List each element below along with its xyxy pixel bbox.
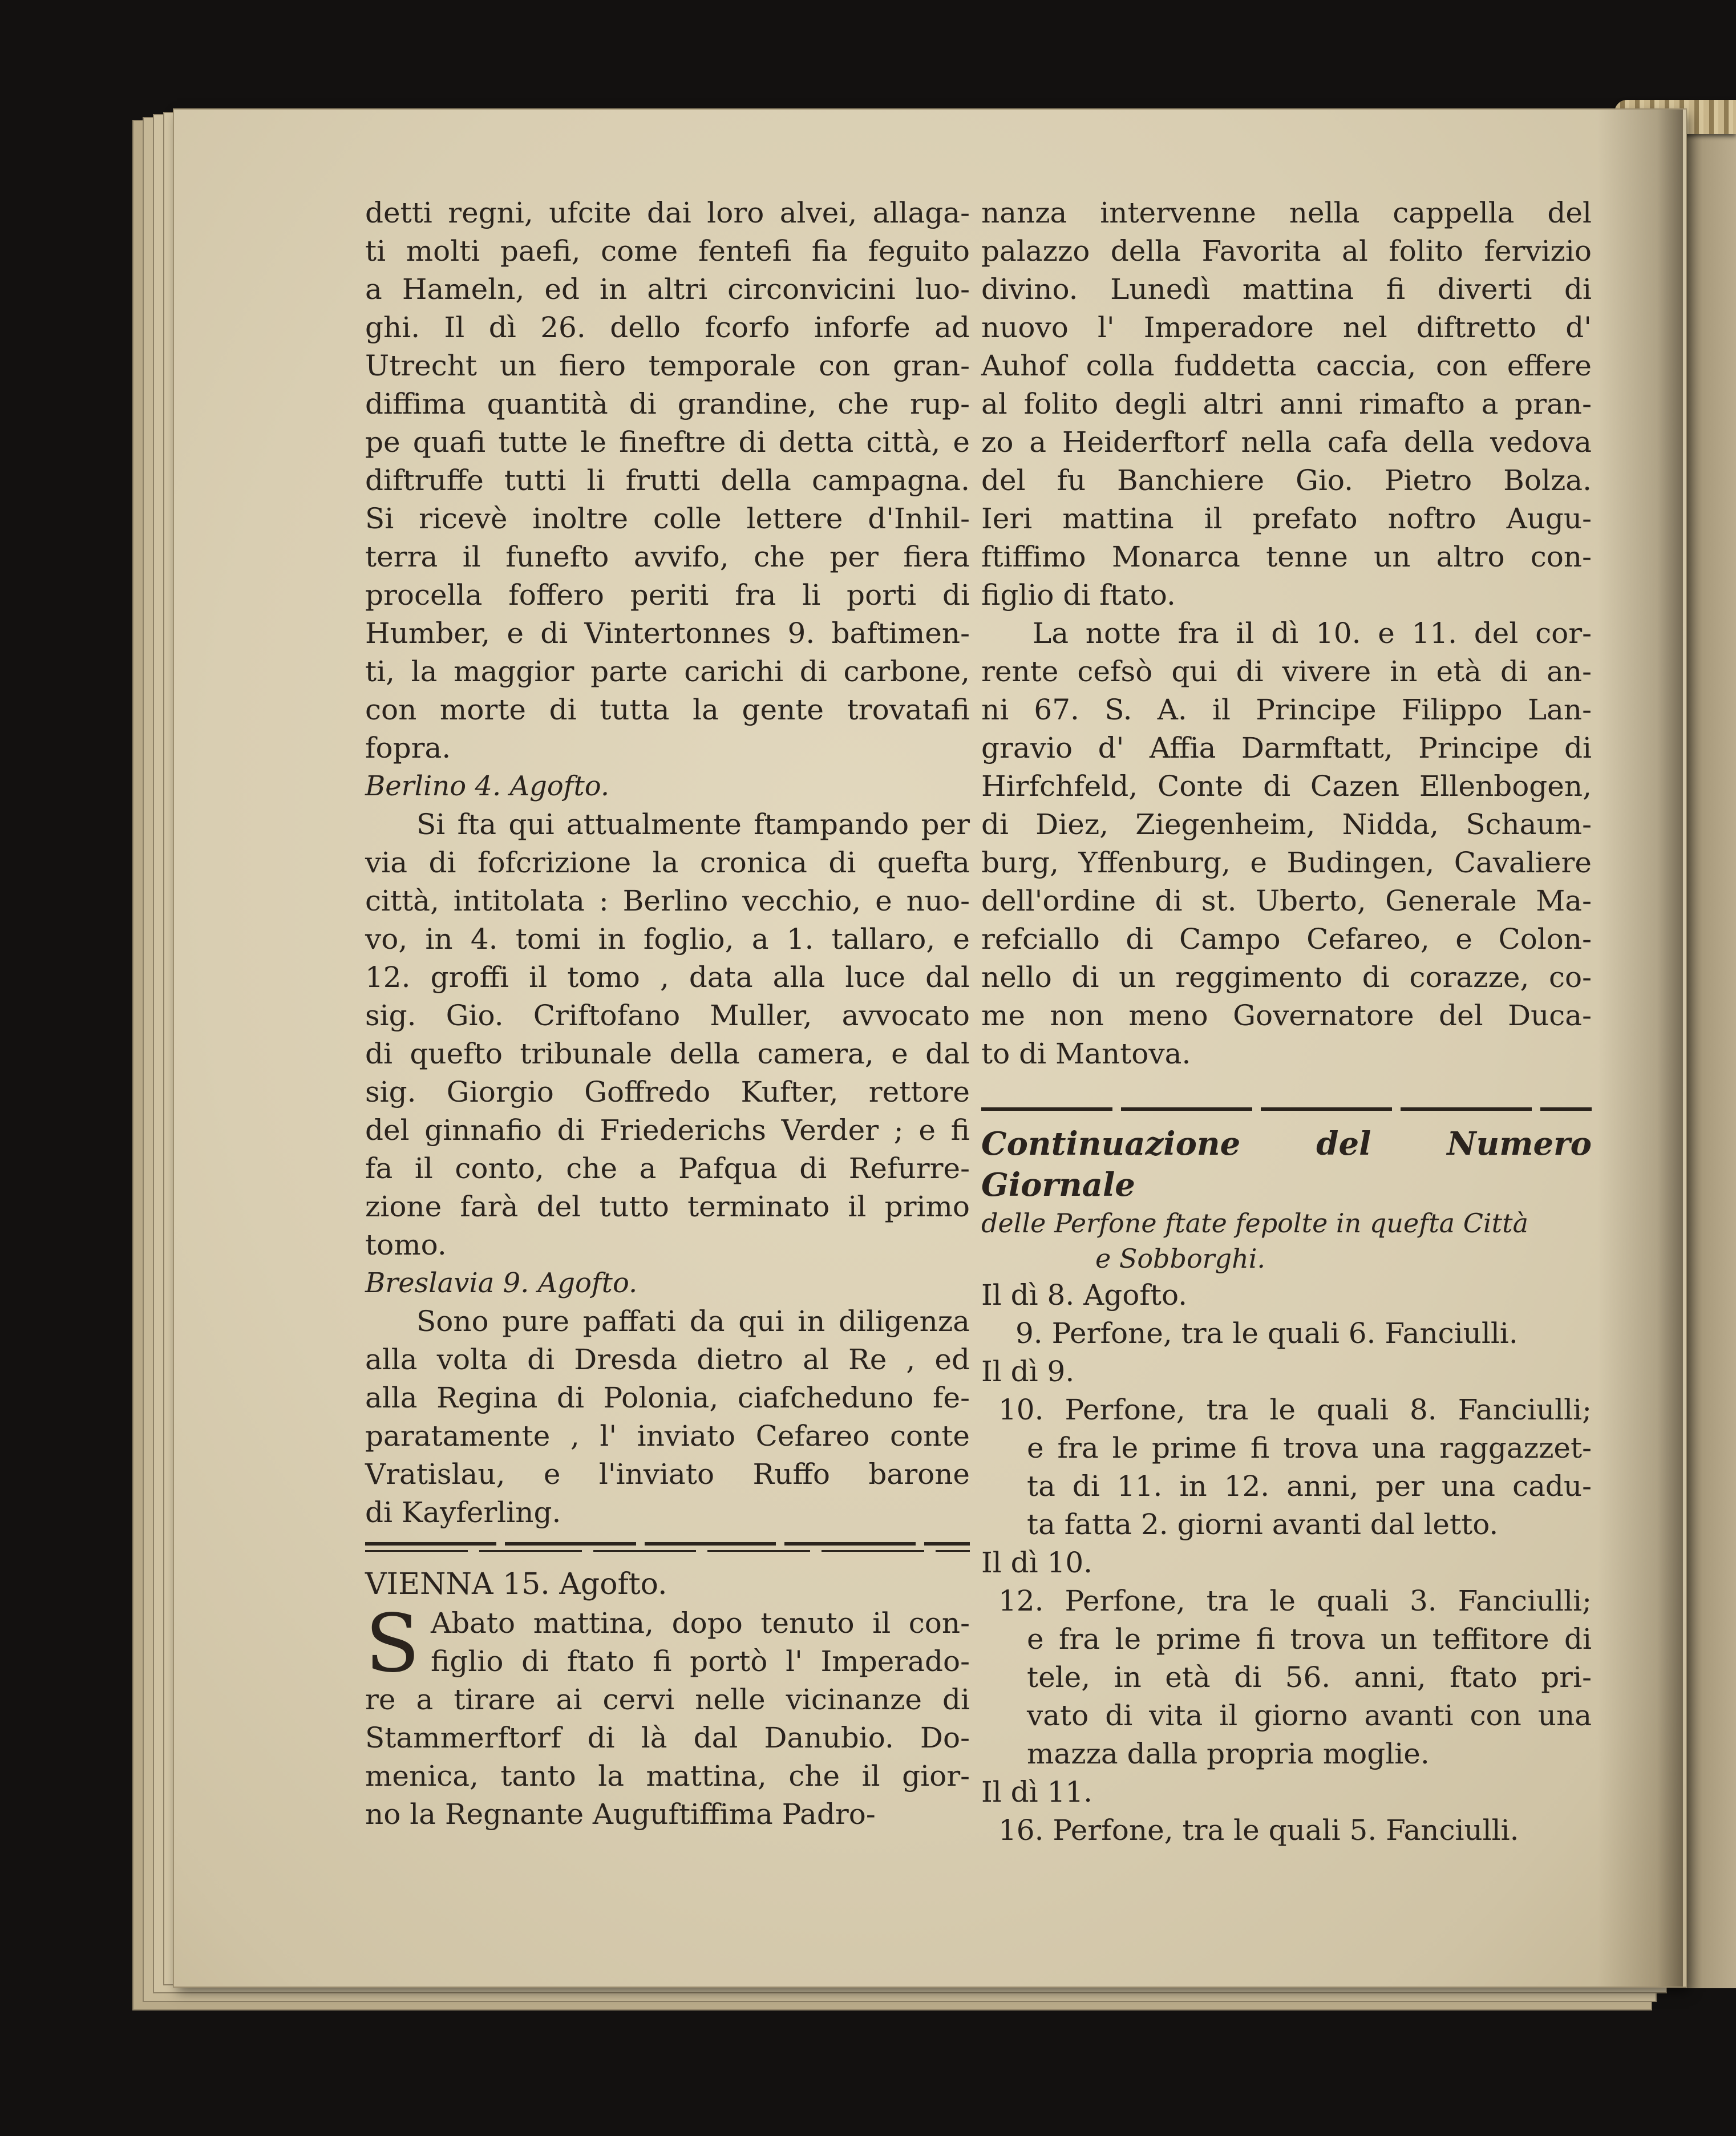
text-line: 10. Perfone, tra le quali 8. Fanciulli; [998,1393,1592,1426]
gutter-shadow [1597,110,1683,1987]
text-line: diftruffe tutti li frutti della campagna. [365,464,970,497]
text-line: dell'ordine di st. Uberto, Generale Ma- [981,884,1592,917]
text-line: zo a Heiderftorf nella cafa della vedova [981,426,1592,459]
text-line: ta di 11. in 12. anni, per una cadu- [1027,1470,1592,1503]
text-line: a Hameln, ed in altri circonvicini luo- [365,273,970,306]
text-line: me non meno Governatore del Duca- [981,999,1592,1032]
text-line: burg, Yffenburg, e Budingen, Cavaliere [981,846,1592,879]
text-line: figlio di ftato fi portò l' Imperado- [431,1645,970,1678]
text-line: sig. Giorgio Goffredo Kufter, rettore [365,1075,970,1109]
text-line: di Kayferling. [365,1496,561,1529]
text-line: sig. Gio. Criftofano Muller, avvocato [365,999,970,1032]
text-line: ti, la maggior parte carichi di carbone, [365,655,970,688]
section-divider [981,1107,1592,1111]
text-line: Auhof colla fuddetta caccia, con effere [981,349,1592,382]
text-line: detti regni, ufcite dai loro alvei, allaga- [365,196,970,229]
text-line: alla Regina di Polonia, ciafcheduno fe- [365,1381,970,1414]
text-line: procella foffero periti fra li porti di [365,578,970,612]
text-line: Si ricevè inoltre colle lettere d'Inhil- [365,502,970,535]
text-line: refciallo di Campo Cefareo, e Colon- [981,923,1592,956]
text-line: nanza intervenne nella cappella del [981,196,1592,229]
section-divider [365,1542,970,1552]
news-paragraph-berlin [365,806,970,1264]
text-line: Humber, e di Vintertonnes 9. baftimen- [365,617,970,650]
text-line: alla volta di Dresda dietro al Re , ed [365,1343,970,1376]
dateline-breslau: Breslavia 9. Agofto. [365,1267,638,1299]
news-paragraph-emperor [981,194,1592,614]
text-line: nello di un reggimento di corazze, co- [981,961,1592,994]
text-line: Hirfchfeld, Conte di Cazen Ellenbogen, [981,770,1592,803]
text-line: mazza dalla propria moglie. [1027,1737,1430,1770]
text-line: 12. groffi il tomo , data alla luce dal [365,961,970,994]
text-line: re a tirare ai cervi nelle vicinanze di [365,1683,970,1716]
burial-register-subtitle-2: e Sobborghi. [1095,1243,1266,1274]
text-line: figlio di ftato. [981,578,1176,612]
news-paragraph-landgrave [981,614,1592,1073]
left-column [365,194,970,1834]
text-line: al folito degli altri anni rimafto a pran- [981,387,1592,420]
news-paragraph-breslau [365,1302,970,1532]
drop-cap: S [365,1597,420,1690]
text-line: ta fatta 2. giorni avanti dal letto. [1027,1508,1499,1541]
text-line: del fu Banchiere Gio. Pietro Bolza. [981,464,1592,497]
text-line: 12. Perfone, tra le quali 3. Fanciulli; [998,1584,1592,1617]
next-page-edge [1683,106,1736,1988]
register-day-10: Il dì 10. [981,1546,1093,1579]
text-line: ghi. Il dì 26. dello fcorfo inforfe ad [365,311,970,344]
text-line: ni 67. S. A. il Principe Filippo Lan- [981,693,1592,726]
register-day-8: Il dì 8. Agofto. [981,1279,1188,1312]
text-line: pe quafi tutte le fineftre di detta città, e [365,426,970,459]
burial-register-title: Continuazione del Numero Giornale [981,1125,1592,1204]
register-entry-10 [981,1582,1592,1773]
text-line: vo, in 4. tomi in foglio, a 1. tallaro, e [365,923,970,956]
text-line: Sono pure paffati da qui in diligenza [416,1305,970,1338]
news-paragraph-vienna [365,1597,970,1834]
register-entry-11: 16. Perfone, tra le quali 5. Fanciulli. [998,1814,1519,1847]
text-line: tomo. [365,1228,447,1261]
text-line: con morte di tutta la gente trovatafi [365,693,970,726]
dateline-berlin: Berlino 4. Agofto. [365,770,610,802]
register-entry-8: 9. Perfone, tra le quali 6. Fanciulli. [1015,1317,1518,1350]
text-line: to di Mantova. [981,1037,1191,1070]
text-line: no la Regnante Auguftiffima Padro- [365,1798,876,1831]
register-entry-9 [981,1391,1592,1544]
burial-register-subtitle: delle Perfone ftate fepolte in quefta Città [981,1208,1529,1239]
text-line: via di fofcrizione la cronica di quefta [365,846,970,879]
text-line: Vratislau, e l'inviato Ruffo barone [365,1458,970,1491]
text-line: fa il conto, che a Pafqua di Refurre- [365,1152,970,1185]
text-line: fopra. [365,731,451,764]
text-line: paratamente , l' inviato Cefareo conte [365,1419,970,1453]
text-line: tele, in età di 56. anni, ftato pri- [1027,1661,1592,1694]
text-line: Stammerftorf di là dal Danubio. Do- [365,1721,970,1754]
register-day-11: Il dì 11. [981,1775,1093,1809]
vienna-heading: VIENNA 15. Agofto. [365,1567,667,1601]
text-line: e fra le prime fi trova una raggazzet- [1027,1431,1592,1465]
text-line: divino. Lunedì mattina fi diverti di [981,273,1592,306]
text-line: ti molti paefi, come fentefi fia feguito [365,234,970,268]
text-line: Abato mattina, dopo tenuto il con- [431,1607,970,1640]
text-line: Si fta qui attualmente ftampando per [416,808,970,841]
text-line: rente cefsò qui di vivere in età di an- [981,655,1592,688]
text-line: Ieri mattina il prefato noftro Augu- [981,502,1592,535]
text-line: e fra le prime fi trova un teffitore di [1027,1623,1592,1656]
news-paragraph-floods [365,194,970,767]
text-line: vato di vita il giorno avanti con una [1027,1699,1592,1732]
text-line: di Diez, Ziegenheim, Nidda, Schaum- [981,808,1592,841]
text-line: nuovo l' Imperadore nel diftretto d' [981,311,1592,344]
right-column [981,194,1592,1850]
text-line: del ginnafio di Friederichs Verder ; e fi [365,1114,970,1147]
text-line: ftiffimo Monarca tenne un altro con- [981,540,1592,573]
text-line: terra il funefto avvifo, che per fiera [365,540,970,573]
text-line: menica, tanto la mattina, che il gior- [365,1759,970,1793]
text-line: palazzo della Favorita al folito fervizio [981,234,1592,268]
text-line: di quefto tribunale della camera, e dal [365,1037,970,1070]
register-day-9: Il dì 9. [981,1355,1075,1388]
text-line: diffima quantità di grandine, che rup- [365,387,970,420]
text-line: La notte fra il dì 10. e 11. del cor- [1033,617,1592,650]
text-line: Utrecht un fiero temporale con gran- [365,349,970,382]
text-line: città, intitolata : Berlino vecchio, e nuo- [365,884,970,917]
text-line: gravio d' Affia Darmftatt, Principe di [981,731,1592,764]
text-line: zione farà del tutto terminato il primo [365,1190,970,1223]
